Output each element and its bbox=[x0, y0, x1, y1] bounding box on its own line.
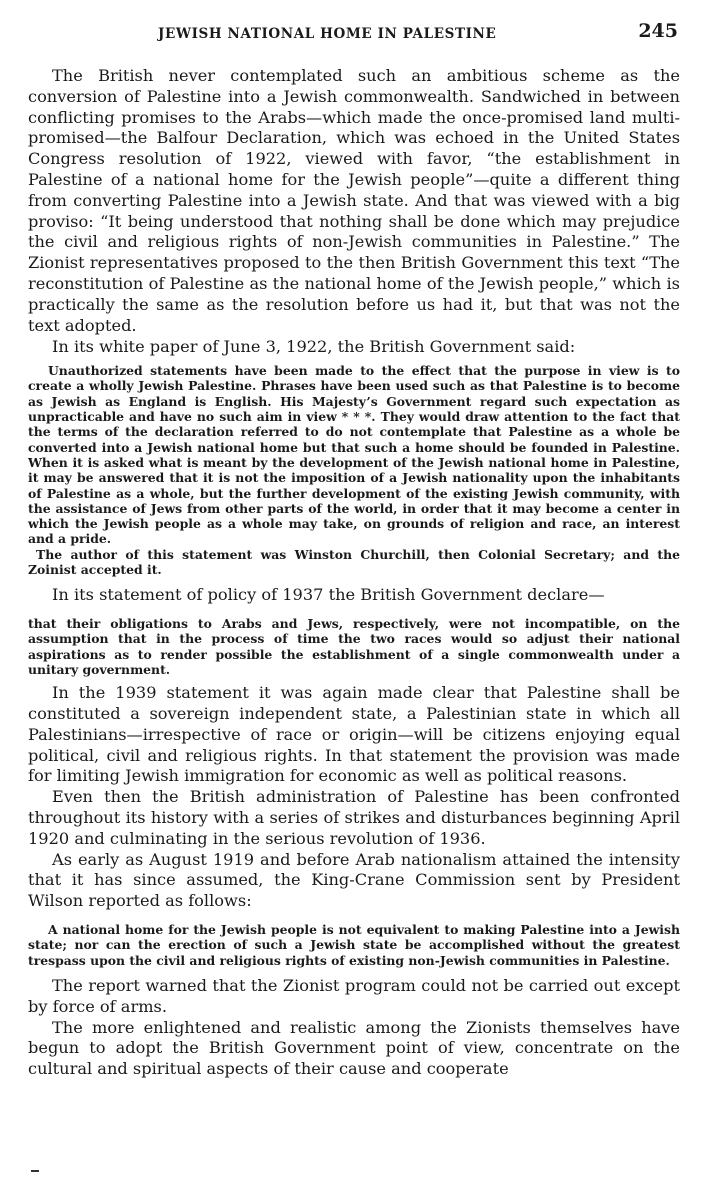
paragraph-white-paper-intro: In its white paper of June 3, 1922, the British Government said: bbox=[52, 337, 576, 357]
running-head bbox=[28, 20, 680, 52]
paragraph-report-warned: The report warned that the Zionist program could not be carried out except by force of arms. bbox=[28, 975, 680, 1016]
quote-king-crane: A national home for the Jewish people is not equivalent to making Palestine into a Jewish state; nor can the erection of such a Jewish state be accomplished without the greatest trespass upon the civil and religious rights of existing non-Jewish communities in Palestine. bbox=[28, 922, 680, 968]
paragraph-balfour: The British never contemplated such an ambitious scheme as the conversion of Palestine into a Jewish commonwealth. Sandwiched in between conflicting promises to the Arabs—which made the once-promised land multi-promised—the Balfour Declaration, which was echoed in the United States Congress resolution of 1922, viewed with favor, “the establishment in Palestine of a national home for the Jewish people”—quite a different thing from converting Palestine into a Jewish state. And that was viewed with a big proviso: “It being understood that nothing shall be done which may prejudice the civil and religious rights of non-Jewish communities in Palestine.” The Zionist representatives proposed to the then British Government this text “The reconstitution of Palestine as the national home of the Jewish people,” which is practically the same as the resolution before us had it, but that was not the text adopted. bbox=[28, 66, 680, 335]
paragraph-1939-statement: In the 1939 statement it was again made clear that Palestine shall be constituted a sovereign independent state, a Palestinian state in which all Palestinians—irrespective of race or origin—will be citizens enjoying equal political, civil and religious rights. In that statement the provision was made for limiting Jewish immigration for economic as well as political reasons. bbox=[28, 683, 680, 786]
paragraph-enlightened-zionists: The more enlightened and realistic among the Zionists themselves have begun to adopt the British Government point of view, concentrate on the cultural and spiritual aspects of their cause and cooperate bbox=[28, 1017, 680, 1079]
paragraph-1937-intro: In its statement of policy of 1937 the British Government declare— bbox=[52, 585, 605, 605]
quote-1937-policy: that their obligations to Arabs and Jews, respectively, were not incompatible, on the assumption that in the process of time the two races would so adjust their national aspirations as to render possible the establishment of a single commonwealth under a unitary government. bbox=[28, 616, 680, 677]
book-page bbox=[28, 20, 680, 1080]
quote-churchill-note: The author of this statement was Winston Churchill, then Colonial Secretary; and the Zoinist accepted it. bbox=[28, 546, 680, 578]
page-number: 245 bbox=[638, 20, 678, 42]
running-title: JEWISH NATIONAL HOME IN PALESTINE bbox=[158, 26, 497, 42]
paragraph-strikes: Even then the British administration of Palestine has been confronted throughout its history with a series of strikes and disturbances beginning April 1920 and culminating in the serious revolution of 1936. bbox=[28, 787, 680, 848]
quote-white-paper-1922: Unauthorized statements have been made to the effect that the purpose in view is to create a wholly Jewish Palestine. Phrases have been used such as that Palestine is to become as Jewish as England is English. His Majesty’s Government regard such expectation as unpracticable and have no such aim in view * * *. They would draw attention to the fact that the terms of the declaration referred to do not contemplate that Palestine as a whole be converted into a Jewish national home but that such a home should be founded in Palestine. When it is asked what is meant by the development of the Jewish national home in Palestine, it may be answered that it is not the imposition of a Jewish nationality upon the inhabitants of Palestine as a whole, but the further development of the existing Jewish community, with the assistance of Jews from other parts of the world, in order that it may become a center in which the Jewish people as a whole may take, on grounds of religion and race, an interest and a pride. bbox=[28, 363, 680, 547]
paragraph-king-crane-intro: As early as August 1919 and before Arab nationalism attained the intensity that it has since assumed, the King-Crane Commission sent by President Wilson reported as follows: bbox=[28, 849, 680, 911]
print-mark bbox=[31, 1170, 39, 1172]
